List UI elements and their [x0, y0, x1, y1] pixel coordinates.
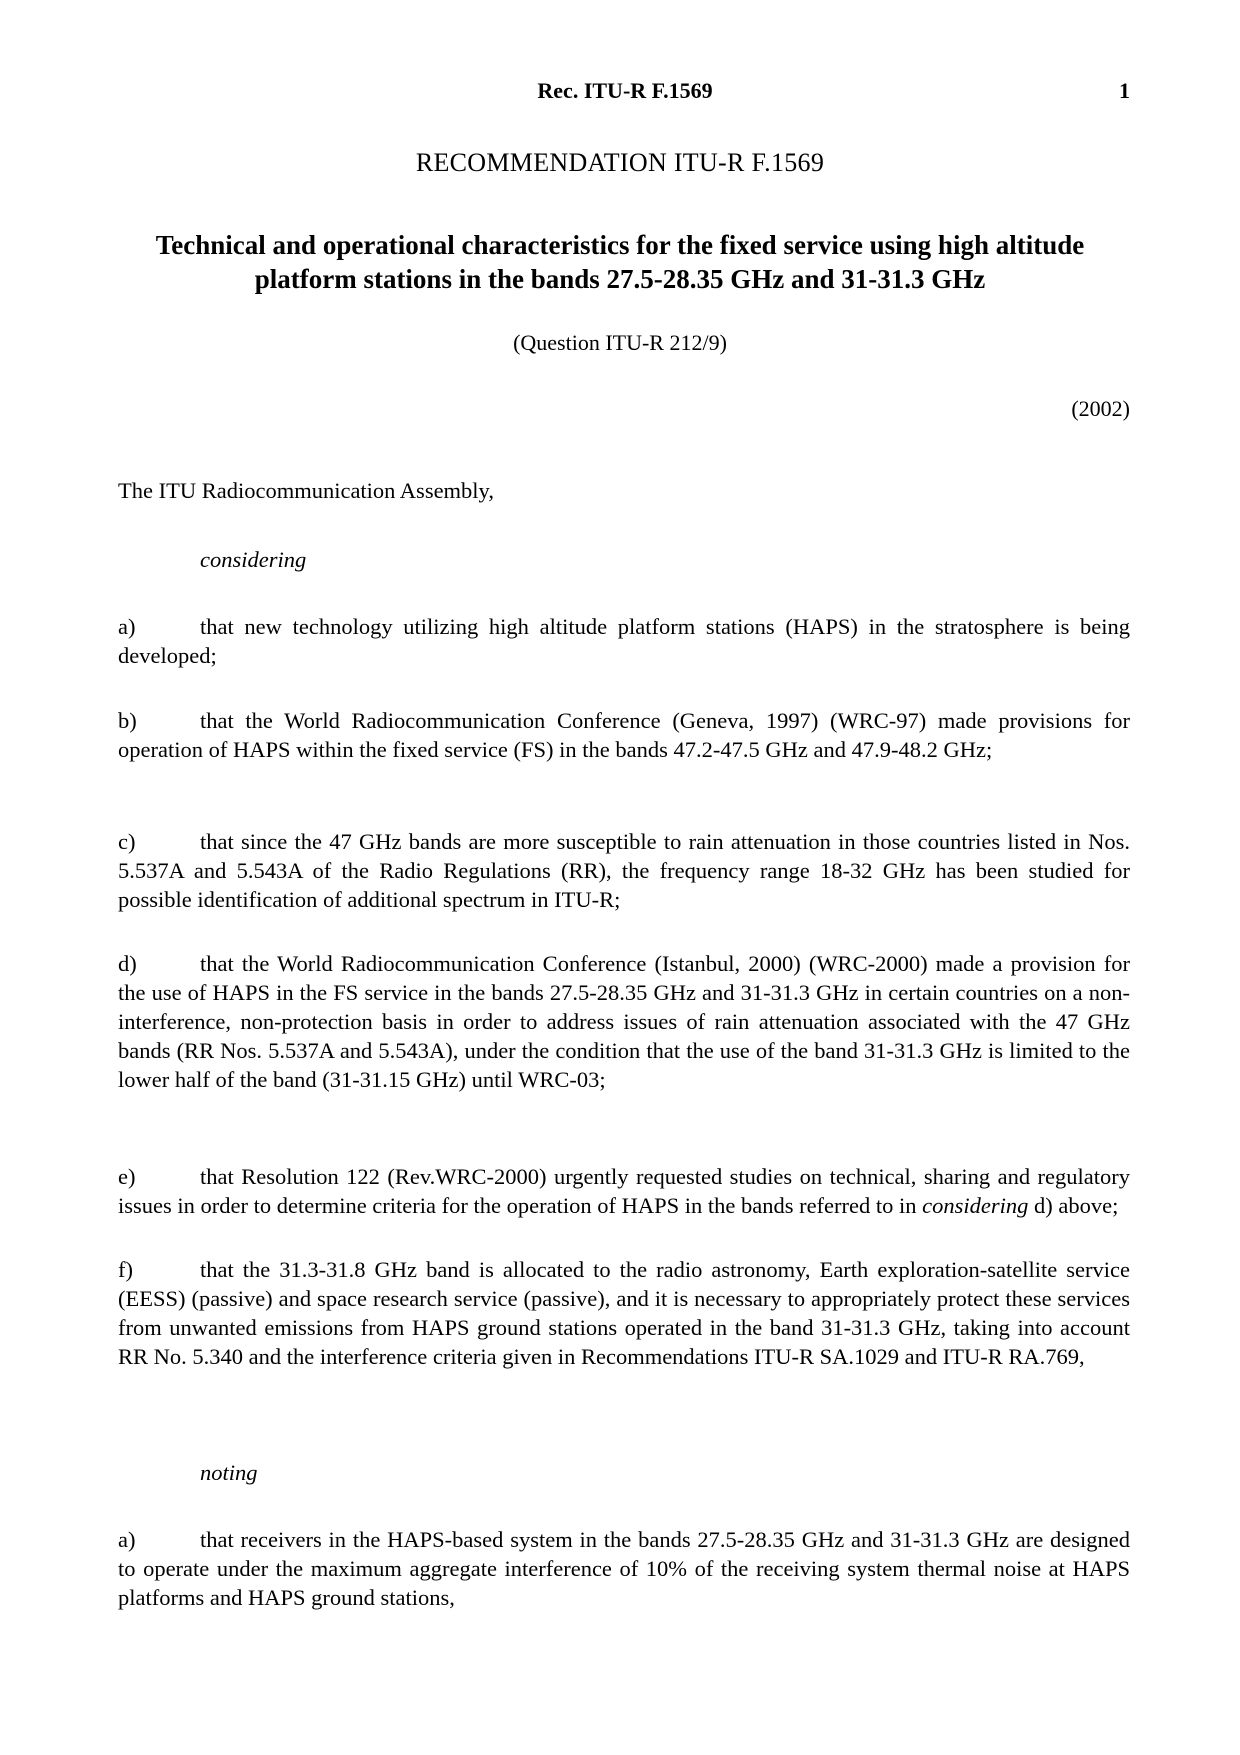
item-text: that the 31.3-31.8 GHz band is allocated to the radio astronomy, Earth exploration-satellite service (EESS) (passive) and space research service (passive), and it is necessary to appropriately protect these services from unwanted emissions from HAPS ground stations operated in the band 31-31.3 GHz, taking into account RR No. 5.340 and the interference criteria given in Recommendations ITU-R SA.1029 and ITU-R RA.769,: [118, 1257, 1130, 1369]
item-label: f): [118, 1257, 133, 1282]
item-label: b): [118, 708, 137, 733]
page-number: 1: [1119, 78, 1130, 103]
item-label: d): [118, 951, 137, 976]
question-reference: (Question ITU-R 212/9): [513, 330, 727, 355]
considering-heading: considering: [200, 547, 307, 572]
running-title: Rec. ITU-R F.1569: [537, 78, 713, 103]
considering-item-b: [118, 706, 1130, 764]
noting-heading: noting: [200, 1460, 258, 1485]
year: (2002): [1071, 396, 1130, 421]
item-text-italic: considering: [922, 1193, 1029, 1218]
item-text: that new technology utilizing high altitude platform stations (HAPS) in the stratosphere is being developed;: [118, 614, 1130, 668]
considering-item-c: [118, 827, 1130, 914]
running-header: [120, 78, 1130, 108]
item-text: that receivers in the HAPS-based system in the bands 27.5-28.35 GHz and 31-31.3 GHz are designed to operate under the maximum aggregate interference of 10% of the receiving system thermal noise at HAPS platforms and HAPS ground stations,: [118, 1527, 1130, 1610]
assembly-line: The ITU Radiocommunication Assembly,: [118, 478, 494, 503]
item-label: e): [118, 1164, 136, 1189]
recommendation-number: RECOMMENDATION ITU-R F.1569: [415, 148, 825, 177]
item-text: that Resolution 122 (Rev.WRC-2000) urgently requested studies on technical, sharing and regulatory issues in order to determine criteria for the operation of HAPS in the bands referred to in: [118, 1164, 1130, 1218]
document-title: Technical and operational characteristics for the fixed service using high altitude platform stations in the bands 27.5-28.35 GHz and 31-31.3 GHz: [155, 230, 1085, 294]
item-text: that the World Radiocommunication Conference (Istanbul, 2000) (WRC-2000) made a provision for the use of HAPS in the FS service in the bands 27.5-28.35 GHz and 31-31.3 GHz in certain countries on a non-interference, non-protection basis in order to address issues of rain attenuation associated with the 47 GHz bands (RR Nos. 5.537A and 5.543A), under the condition that the use of the band 31-31.3 GHz is limited to the lower half of the band (31-31.15 GHz) until WRC-03;: [118, 951, 1130, 1092]
considering-item-f: [118, 1255, 1130, 1371]
considering-item-a: [118, 612, 1130, 670]
item-text-tail: d) above;: [1034, 1193, 1119, 1218]
noting-item-a: [118, 1525, 1130, 1612]
considering-item-d: [118, 949, 1130, 1094]
considering-item-e: [118, 1162, 1130, 1220]
item-text: that the World Radiocommunication Conference (Geneva, 1997) (WRC-97) made provisions for operation of HAPS within the fixed service (FS) in the bands 47.2-47.5 GHz and 47.9-48.2 GHz;: [118, 708, 1130, 762]
item-label: c): [118, 829, 136, 854]
item-text: that since the 47 GHz bands are more susceptible to rain attenuation in those countries listed in Nos. 5.537A and 5.543A of the Radio Regulations (RR), the frequency range 18-32 GHz has been studied for possible identification of additional spectrum in ITU-R;: [118, 829, 1130, 912]
item-label: a): [118, 614, 136, 639]
item-label: a): [118, 1527, 136, 1552]
